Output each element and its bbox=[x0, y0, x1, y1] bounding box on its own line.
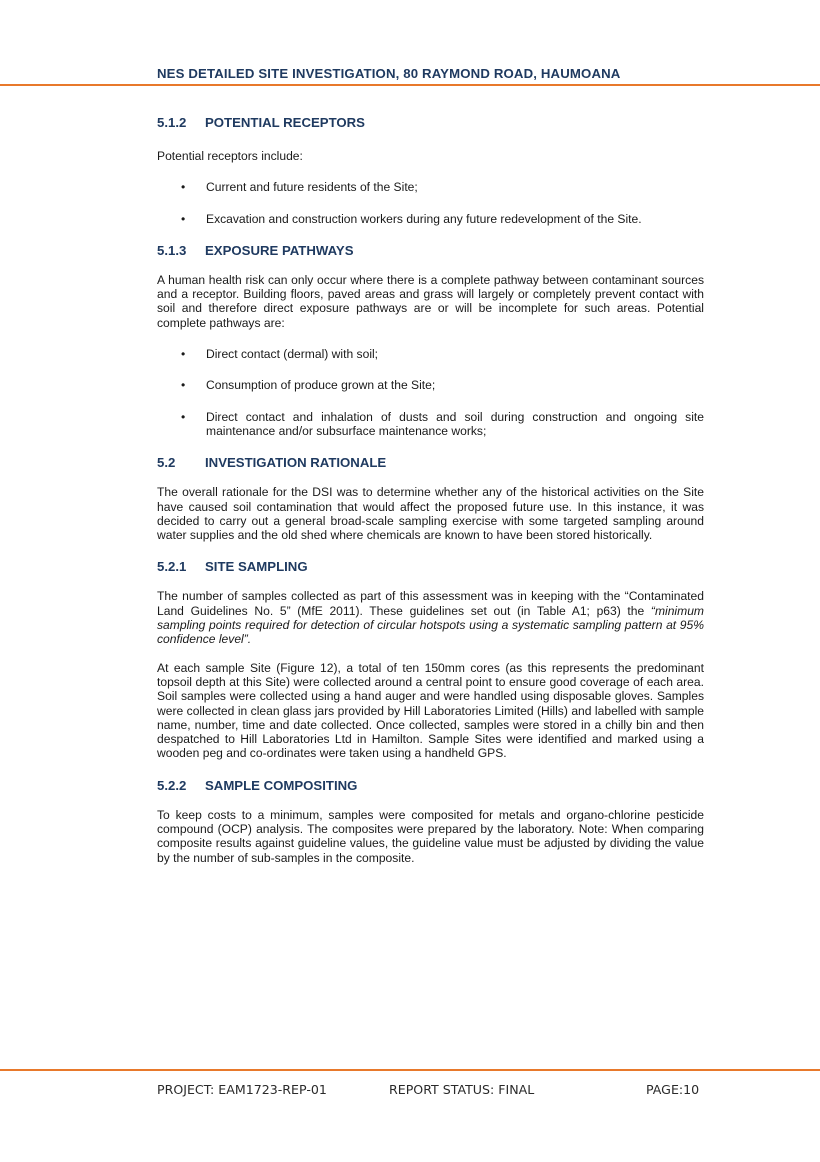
header-rule bbox=[0, 84, 820, 86]
list-item: • Current and future residents of the Site; bbox=[181, 180, 418, 195]
section-heading-5-2 bbox=[157, 455, 704, 470]
paragraph: To keep costs to a minimum, samples were composited for metals and organo-chlorine pesticide compound (OCP) analysis. The composites were prepared by the laboratory. Note: When comparing composite results against guideline values, the guideline value must be adjusted by dividing the value by the number of sub-samples in the composite. bbox=[157, 807, 704, 865]
section-number: 5.2.1 bbox=[157, 559, 187, 575]
section-heading-5-1-3 bbox=[157, 243, 704, 258]
section-number: 5.2.2 bbox=[157, 777, 187, 793]
bullet-icon: • bbox=[181, 180, 186, 195]
section-number: 5.1.3 bbox=[157, 242, 187, 258]
paragraph: Potential receptors include: bbox=[157, 149, 303, 163]
list-item: • Direct contact (dermal) with soil; bbox=[181, 347, 379, 362]
section-title: SITE SAMPLING bbox=[205, 559, 308, 575]
section-title: INVESTIGATION RATIONALE bbox=[205, 455, 387, 471]
section-title: EXPOSURE PATHWAYS bbox=[205, 242, 354, 258]
page-header-title: NES DETAILED SITE INVESTIGATION, 80 RAYMOND ROAD, HAUMOANA bbox=[157, 66, 621, 81]
section-number: 5.1.2 bbox=[157, 115, 187, 130]
section-title: SAMPLE COMPOSITING bbox=[205, 777, 358, 793]
section-heading-5-1-2 bbox=[157, 115, 704, 130]
document-body bbox=[157, 115, 704, 865]
bullet-icon: • bbox=[181, 347, 186, 362]
paragraph: The overall rationale for the DSI was to determine whether any of the historical activities on the Site have caused soil contamination that would affect the proposed future use. In this instance, it was decided to carry out a general broad-scale sampling exercise with some targeted sampling around water supplies and the old shed where chemicals are known to have been stored historically. bbox=[157, 485, 704, 543]
footer-rule bbox=[0, 1069, 820, 1071]
bullet-list bbox=[157, 180, 704, 226]
paragraph: A human health risk can only occur where there is a complete pathway between contaminant sources and a receptor. Building floors, paved areas and grass will largely or completely prevent contact with soil and therefore direct exposure pathways are or will be incomplete for such areas. Potential complete pathways are: bbox=[157, 272, 704, 330]
bullet-icon: • bbox=[181, 211, 186, 226]
bullet-icon: • bbox=[181, 378, 186, 393]
footer-report-status: REPORT STATUS: FINAL bbox=[389, 1082, 535, 1097]
footer-project: PROJECT: EAM1723-REP-01 bbox=[157, 1082, 327, 1097]
section-title: POTENTIAL RECEPTORS bbox=[205, 115, 365, 130]
bullet-icon: • bbox=[181, 409, 186, 424]
bullet-list bbox=[157, 347, 704, 438]
quoted-guideline: “minimum sampling points required for detection of circular hotspots using a systematic sampling pattern at 95% confidence level”. bbox=[157, 603, 704, 647]
section-number: 5.2 bbox=[157, 455, 176, 471]
section-heading-5-2-1 bbox=[157, 559, 704, 574]
list-item: • Direct contact and inhalation of dusts and soil during construction and ongoing site maintenance and/or subsurface maintenance works; bbox=[181, 409, 704, 438]
paragraph: At each sample Site (Figure 12), a total of ten 150mm cores (as this represents the predominant topsoil depth at this Site) were collected around a central point to ensure good coverage of each area. Soil samples were collected using a hand auger and were handled using disposable gloves. Samples were collected in clean glass jars provided by Hill Laboratories Limited (Hills) and labelled with sample name, number, time and date collected. Once collected, samples were stored in a chilly bin and then despatched to Hill Laboratories Ltd in Hamilton. Sample Sites were identified and marked using a wooden peg and co-ordinates were taken using a handheld GPS. bbox=[157, 660, 704, 761]
list-item: • Consumption of produce grown at the Site; bbox=[181, 378, 436, 393]
paragraph: The number of samples collected as part of this assessment was in keeping with the “Contaminated Land Guidelines No. 5” (MfE 2011). These guidelines set out (in Table A1; p63) the “minimum sampling points required for detection of circular hotspots using a systematic sampling pattern at 95% confidence level”. bbox=[157, 589, 704, 647]
list-item: • Excavation and construction workers during any future redevelopment of the Site. bbox=[181, 211, 642, 226]
footer-page-number: PAGE:10 bbox=[646, 1082, 700, 1097]
section-heading-5-2-2 bbox=[157, 778, 704, 793]
